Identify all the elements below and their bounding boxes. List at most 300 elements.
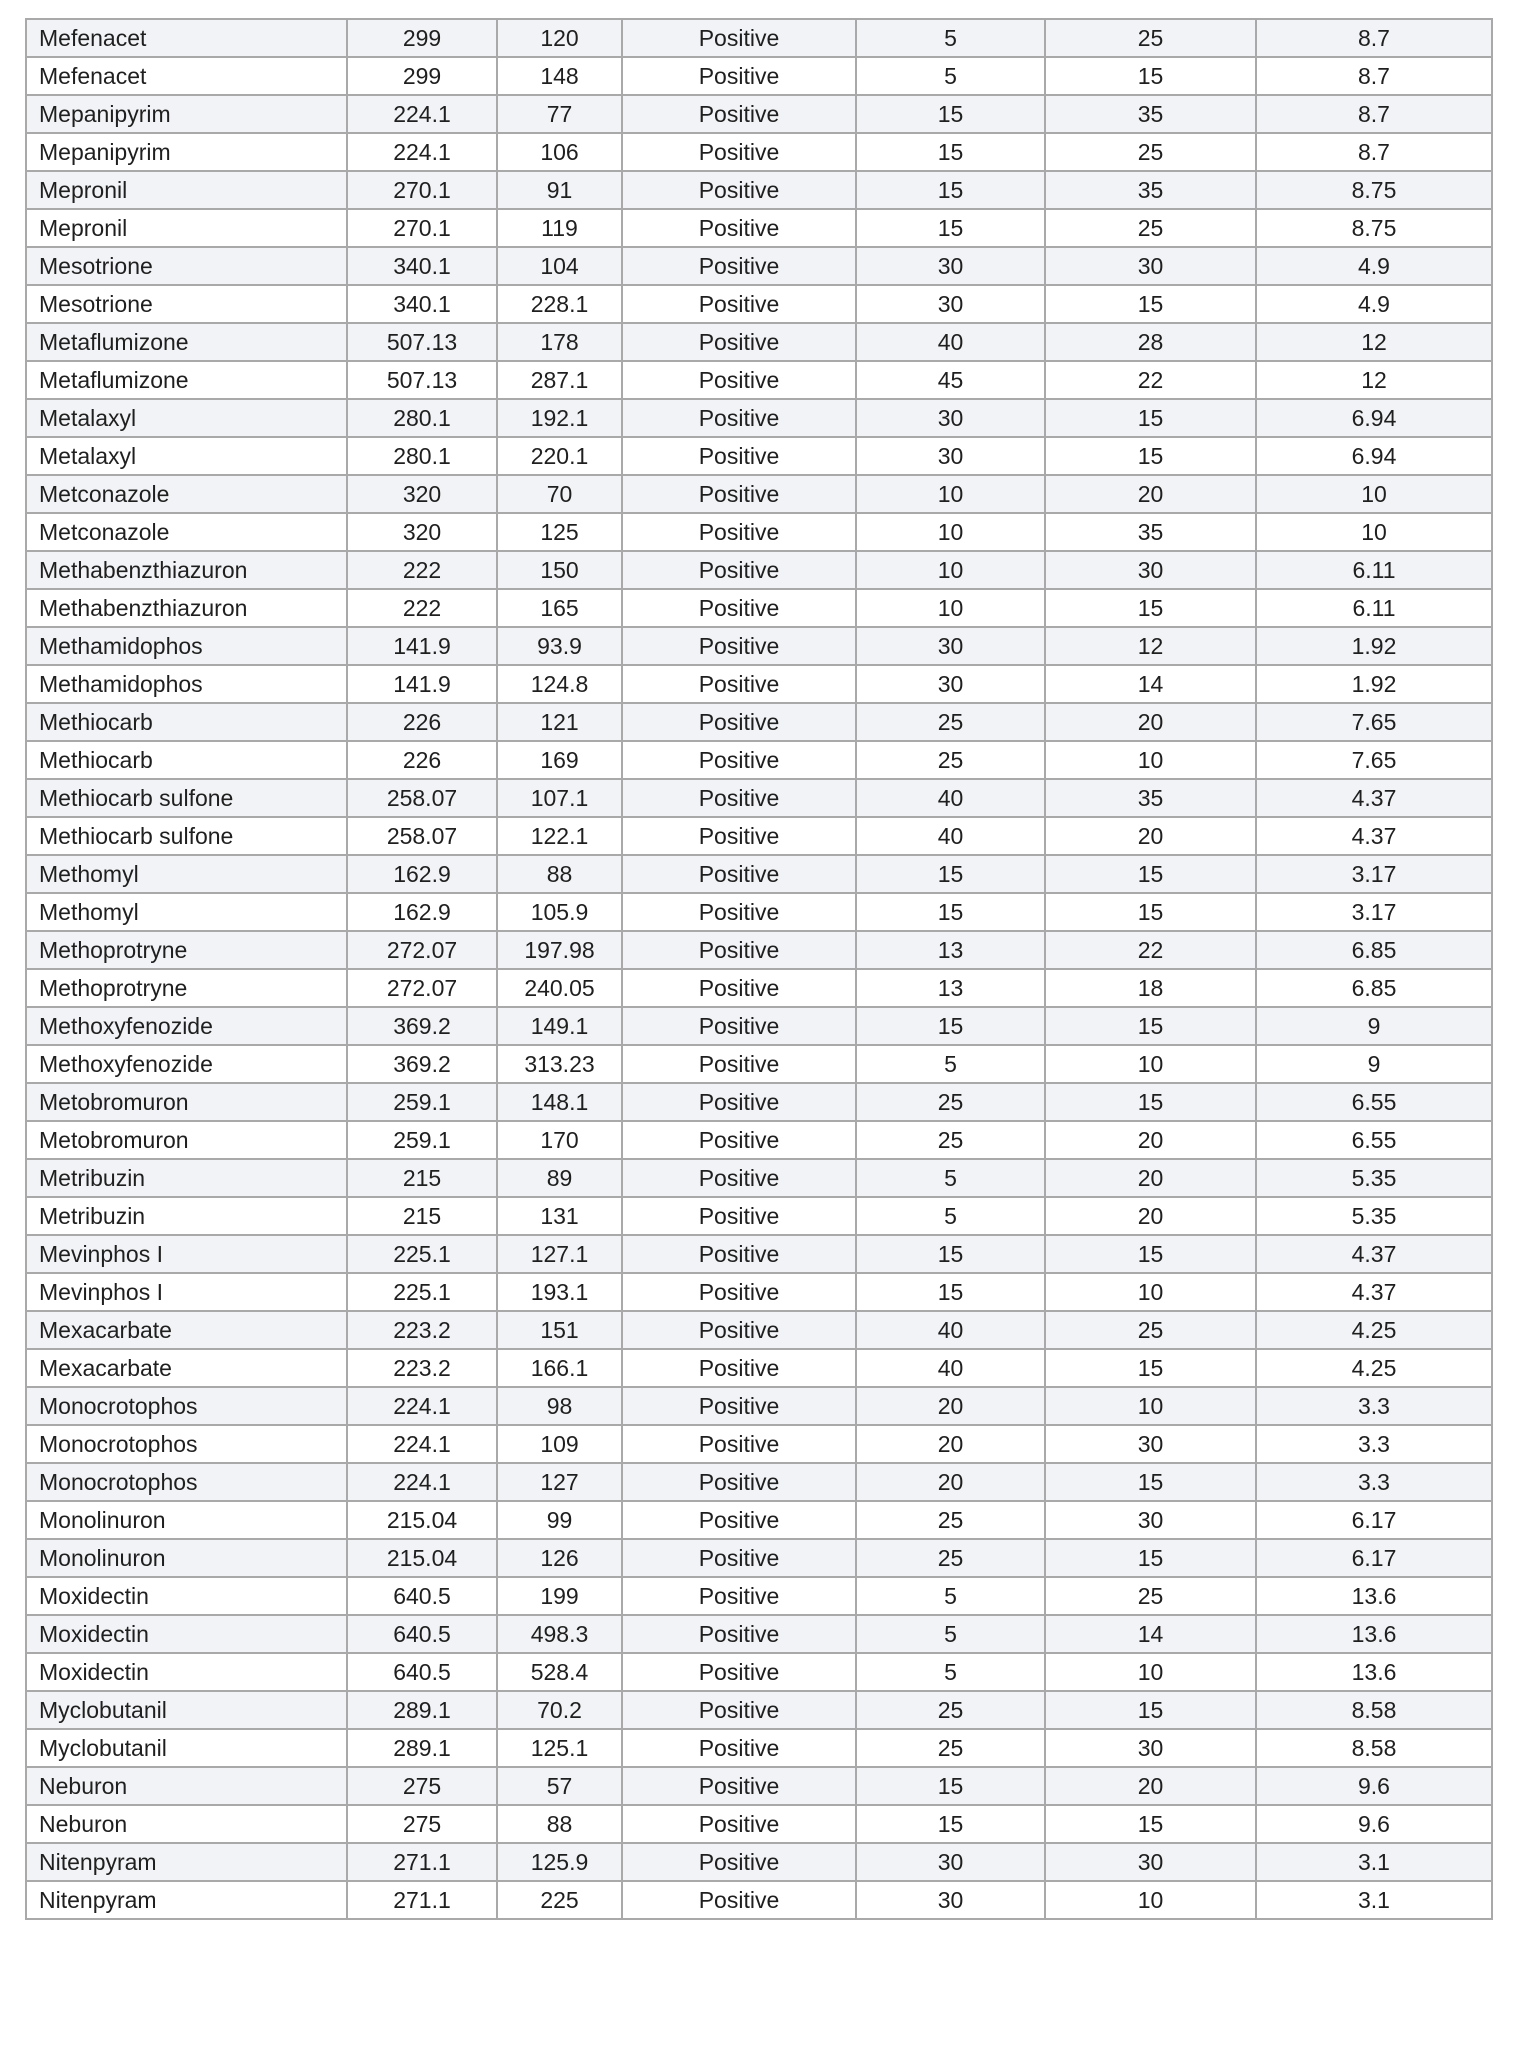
polarity-cell: Positive [622, 1653, 856, 1691]
product-ion-cell: 149.1 [497, 1007, 622, 1045]
product-ion-cell: 165 [497, 589, 622, 627]
table-body [26, 19, 1492, 1919]
fragmentor-cell: 30 [856, 665, 1045, 703]
precursor-ion-cell: 275 [347, 1805, 497, 1843]
polarity-cell: Positive [622, 513, 856, 551]
table-row [26, 1767, 1492, 1805]
precursor-ion-cell: 162.9 [347, 893, 497, 931]
fragmentor-cell: 30 [856, 399, 1045, 437]
compound-name-cell: Mepronil [26, 209, 347, 247]
precursor-ion-cell: 507.13 [347, 323, 497, 361]
fragmentor-cell: 25 [856, 1691, 1045, 1729]
product-ion-cell: 70 [497, 475, 622, 513]
polarity-cell: Positive [622, 855, 856, 893]
polarity-cell: Positive [622, 1425, 856, 1463]
table-row [26, 1273, 1492, 1311]
polarity-cell: Positive [622, 817, 856, 855]
precursor-ion-cell: 215.04 [347, 1539, 497, 1577]
precursor-ion-cell: 215 [347, 1197, 497, 1235]
table-row [26, 1235, 1492, 1273]
product-ion-cell: 88 [497, 1805, 622, 1843]
precursor-ion-cell: 340.1 [347, 247, 497, 285]
compound-name-cell: Monolinuron [26, 1539, 347, 1577]
precursor-ion-cell: 640.5 [347, 1577, 497, 1615]
table-row [26, 703, 1492, 741]
retention-time-cell: 9.6 [1256, 1805, 1492, 1843]
retention-time-cell: 5.35 [1256, 1159, 1492, 1197]
product-ion-cell: 240.05 [497, 969, 622, 1007]
precursor-ion-cell: 320 [347, 475, 497, 513]
polarity-cell: Positive [622, 1577, 856, 1615]
precursor-ion-cell: 640.5 [347, 1653, 497, 1691]
compound-name-cell: Methamidophos [26, 665, 347, 703]
table-row [26, 171, 1492, 209]
product-ion-cell: 170 [497, 1121, 622, 1159]
polarity-cell: Positive [622, 95, 856, 133]
precursor-ion-cell: 215.04 [347, 1501, 497, 1539]
precursor-ion-cell: 270.1 [347, 171, 497, 209]
table-row [26, 551, 1492, 589]
collision-energy-cell: 15 [1045, 1007, 1256, 1045]
fragmentor-cell: 40 [856, 817, 1045, 855]
retention-time-cell: 3.3 [1256, 1463, 1492, 1501]
fragmentor-cell: 5 [856, 1615, 1045, 1653]
fragmentor-cell: 13 [856, 931, 1045, 969]
precursor-ion-cell: 259.1 [347, 1083, 497, 1121]
polarity-cell: Positive [622, 1159, 856, 1197]
compound-name-cell: Methiocarb [26, 703, 347, 741]
retention-time-cell: 4.37 [1256, 817, 1492, 855]
polarity-cell: Positive [622, 475, 856, 513]
fragmentor-cell: 13 [856, 969, 1045, 1007]
polarity-cell: Positive [622, 1729, 856, 1767]
retention-time-cell: 3.17 [1256, 855, 1492, 893]
table-row [26, 855, 1492, 893]
polarity-cell: Positive [622, 323, 856, 361]
compound-name-cell: Methiocarb [26, 741, 347, 779]
polarity-cell: Positive [622, 209, 856, 247]
retention-time-cell: 1.92 [1256, 627, 1492, 665]
table-row [26, 779, 1492, 817]
compound-name-cell: Mesotrione [26, 247, 347, 285]
table-row [26, 475, 1492, 513]
collision-energy-cell: 22 [1045, 361, 1256, 399]
precursor-ion-cell: 271.1 [347, 1881, 497, 1919]
retention-time-cell: 7.65 [1256, 741, 1492, 779]
table-row [26, 1007, 1492, 1045]
fragmentor-cell: 15 [856, 171, 1045, 209]
collision-energy-cell: 20 [1045, 1197, 1256, 1235]
retention-time-cell: 6.11 [1256, 589, 1492, 627]
fragmentor-cell: 10 [856, 589, 1045, 627]
fragmentor-cell: 20 [856, 1425, 1045, 1463]
product-ion-cell: 498.3 [497, 1615, 622, 1653]
product-ion-cell: 105.9 [497, 893, 622, 931]
fragmentor-cell: 15 [856, 1235, 1045, 1273]
compound-name-cell: Methomyl [26, 855, 347, 893]
compound-name-cell: Neburon [26, 1805, 347, 1843]
polarity-cell: Positive [622, 399, 856, 437]
fragmentor-cell: 40 [856, 779, 1045, 817]
product-ion-cell: 131 [497, 1197, 622, 1235]
collision-energy-cell: 35 [1045, 171, 1256, 209]
table-row [26, 57, 1492, 95]
collision-energy-cell: 15 [1045, 1349, 1256, 1387]
compound-name-cell: Mepanipyrim [26, 95, 347, 133]
collision-energy-cell: 25 [1045, 19, 1256, 57]
precursor-ion-cell: 270.1 [347, 209, 497, 247]
polarity-cell: Positive [622, 1121, 856, 1159]
fragmentor-cell: 5 [856, 57, 1045, 95]
table-row [26, 361, 1492, 399]
compound-name-cell: Moxidectin [26, 1653, 347, 1691]
fragmentor-cell: 10 [856, 513, 1045, 551]
compound-name-cell: Methoxyfenozide [26, 1007, 347, 1045]
precursor-ion-cell: 272.07 [347, 969, 497, 1007]
polarity-cell: Positive [622, 1615, 856, 1653]
polarity-cell: Positive [622, 361, 856, 399]
polarity-cell: Positive [622, 551, 856, 589]
collision-energy-cell: 10 [1045, 1387, 1256, 1425]
fragmentor-cell: 45 [856, 361, 1045, 399]
product-ion-cell: 150 [497, 551, 622, 589]
precursor-ion-cell: 369.2 [347, 1045, 497, 1083]
retention-time-cell: 13.6 [1256, 1615, 1492, 1653]
product-ion-cell: 178 [497, 323, 622, 361]
precursor-ion-cell: 258.07 [347, 779, 497, 817]
precursor-ion-cell: 258.07 [347, 817, 497, 855]
table-row [26, 1501, 1492, 1539]
fragmentor-cell: 30 [856, 247, 1045, 285]
retention-time-cell: 8.58 [1256, 1729, 1492, 1767]
compound-name-cell: Mevinphos I [26, 1235, 347, 1273]
retention-time-cell: 12 [1256, 323, 1492, 361]
table-row [26, 893, 1492, 931]
collision-energy-cell: 35 [1045, 95, 1256, 133]
fragmentor-cell: 25 [856, 1501, 1045, 1539]
retention-time-cell: 13.6 [1256, 1577, 1492, 1615]
compound-name-cell: Methoprotryne [26, 969, 347, 1007]
fragmentor-cell: 10 [856, 475, 1045, 513]
table-row [26, 437, 1492, 475]
product-ion-cell: 287.1 [497, 361, 622, 399]
table-row [26, 95, 1492, 133]
product-ion-cell: 125.1 [497, 1729, 622, 1767]
table-row [26, 513, 1492, 551]
fragmentor-cell: 5 [856, 1045, 1045, 1083]
collision-energy-cell: 20 [1045, 1767, 1256, 1805]
compound-name-cell: Methoprotryne [26, 931, 347, 969]
compound-name-cell: Mefenacet [26, 19, 347, 57]
collision-energy-cell: 14 [1045, 1615, 1256, 1653]
product-ion-cell: 70.2 [497, 1691, 622, 1729]
retention-time-cell: 10 [1256, 475, 1492, 513]
collision-energy-cell: 15 [1045, 855, 1256, 893]
polarity-cell: Positive [622, 1273, 856, 1311]
collision-energy-cell: 15 [1045, 589, 1256, 627]
retention-time-cell: 8.7 [1256, 95, 1492, 133]
retention-time-cell: 5.35 [1256, 1197, 1492, 1235]
precursor-ion-cell: 259.1 [347, 1121, 497, 1159]
table-row [26, 589, 1492, 627]
fragmentor-cell: 20 [856, 1387, 1045, 1425]
collision-energy-cell: 25 [1045, 1311, 1256, 1349]
precursor-ion-cell: 141.9 [347, 627, 497, 665]
table-row [26, 741, 1492, 779]
fragmentor-cell: 5 [856, 1577, 1045, 1615]
collision-energy-cell: 15 [1045, 1805, 1256, 1843]
polarity-cell: Positive [622, 285, 856, 323]
fragmentor-cell: 5 [856, 1159, 1045, 1197]
collision-energy-cell: 18 [1045, 969, 1256, 1007]
compound-name-cell: Mexacarbate [26, 1349, 347, 1387]
retention-time-cell: 9.6 [1256, 1767, 1492, 1805]
precursor-ion-cell: 222 [347, 551, 497, 589]
table-row [26, 1577, 1492, 1615]
fragmentor-cell: 25 [856, 1729, 1045, 1767]
table-row [26, 1881, 1492, 1919]
table-row [26, 1691, 1492, 1729]
retention-time-cell: 4.25 [1256, 1349, 1492, 1387]
fragmentor-cell: 15 [856, 95, 1045, 133]
retention-time-cell: 6.17 [1256, 1539, 1492, 1577]
precursor-ion-cell: 162.9 [347, 855, 497, 893]
collision-energy-cell: 30 [1045, 1843, 1256, 1881]
compound-name-cell: Monocrotophos [26, 1463, 347, 1501]
compound-name-cell: Monocrotophos [26, 1387, 347, 1425]
product-ion-cell: 106 [497, 133, 622, 171]
retention-time-cell: 8.7 [1256, 19, 1492, 57]
compound-name-cell: Metconazole [26, 475, 347, 513]
compound-name-cell: Neburon [26, 1767, 347, 1805]
retention-time-cell: 13.6 [1256, 1653, 1492, 1691]
compound-name-cell: Methiocarb sulfone [26, 779, 347, 817]
precursor-ion-cell: 224.1 [347, 1387, 497, 1425]
precursor-ion-cell: 271.1 [347, 1843, 497, 1881]
polarity-cell: Positive [622, 133, 856, 171]
table-row [26, 1539, 1492, 1577]
collision-energy-cell: 15 [1045, 399, 1256, 437]
collision-energy-cell: 20 [1045, 817, 1256, 855]
product-ion-cell: 122.1 [497, 817, 622, 855]
table-row [26, 247, 1492, 285]
precursor-ion-cell: 299 [347, 19, 497, 57]
product-ion-cell: 99 [497, 1501, 622, 1539]
collision-energy-cell: 30 [1045, 247, 1256, 285]
compound-name-cell: Methamidophos [26, 627, 347, 665]
product-ion-cell: 119 [497, 209, 622, 247]
precursor-ion-cell: 222 [347, 589, 497, 627]
fragmentor-cell: 30 [856, 1881, 1045, 1919]
retention-time-cell: 4.9 [1256, 285, 1492, 323]
product-ion-cell: 104 [497, 247, 622, 285]
table-row [26, 969, 1492, 1007]
precursor-ion-cell: 224.1 [347, 1463, 497, 1501]
retention-time-cell: 10 [1256, 513, 1492, 551]
compound-name-cell: Mesotrione [26, 285, 347, 323]
polarity-cell: Positive [622, 665, 856, 703]
polarity-cell: Positive [622, 437, 856, 475]
product-ion-cell: 125.9 [497, 1843, 622, 1881]
product-ion-cell: 313.23 [497, 1045, 622, 1083]
precursor-ion-cell: 226 [347, 703, 497, 741]
retention-time-cell: 3.3 [1256, 1387, 1492, 1425]
retention-time-cell: 9 [1256, 1045, 1492, 1083]
product-ion-cell: 220.1 [497, 437, 622, 475]
product-ion-cell: 528.4 [497, 1653, 622, 1691]
product-ion-cell: 166.1 [497, 1349, 622, 1387]
collision-energy-cell: 10 [1045, 1273, 1256, 1311]
retention-time-cell: 6.11 [1256, 551, 1492, 589]
polarity-cell: Positive [622, 1083, 856, 1121]
retention-time-cell: 8.58 [1256, 1691, 1492, 1729]
product-ion-cell: 169 [497, 741, 622, 779]
fragmentor-cell: 15 [856, 1767, 1045, 1805]
table-row [26, 1159, 1492, 1197]
precursor-ion-cell: 272.07 [347, 931, 497, 969]
collision-energy-cell: 10 [1045, 741, 1256, 779]
product-ion-cell: 148.1 [497, 1083, 622, 1121]
compound-name-cell: Methabenzthiazuron [26, 551, 347, 589]
retention-time-cell: 1.92 [1256, 665, 1492, 703]
precursor-ion-cell: 299 [347, 57, 497, 95]
product-ion-cell: 125 [497, 513, 622, 551]
precursor-ion-cell: 640.5 [347, 1615, 497, 1653]
fragmentor-cell: 15 [856, 855, 1045, 893]
fragmentor-cell: 5 [856, 1197, 1045, 1235]
table-row [26, 1197, 1492, 1235]
fragmentor-cell: 15 [856, 893, 1045, 931]
retention-time-cell: 4.9 [1256, 247, 1492, 285]
precursor-ion-cell: 369.2 [347, 1007, 497, 1045]
table-row [26, 399, 1492, 437]
fragmentor-cell: 15 [856, 1007, 1045, 1045]
collision-energy-cell: 10 [1045, 1045, 1256, 1083]
fragmentor-cell: 10 [856, 551, 1045, 589]
table-row [26, 323, 1492, 361]
collision-energy-cell: 20 [1045, 475, 1256, 513]
product-ion-cell: 120 [497, 19, 622, 57]
collision-energy-cell: 35 [1045, 779, 1256, 817]
compound-name-cell: Metaflumizone [26, 361, 347, 399]
collision-energy-cell: 25 [1045, 209, 1256, 247]
fragmentor-cell: 25 [856, 1539, 1045, 1577]
retention-time-cell: 9 [1256, 1007, 1492, 1045]
fragmentor-cell: 30 [856, 285, 1045, 323]
compound-name-cell: Metaflumizone [26, 323, 347, 361]
product-ion-cell: 107.1 [497, 779, 622, 817]
compound-name-cell: Mevinphos I [26, 1273, 347, 1311]
retention-time-cell: 8.75 [1256, 209, 1492, 247]
compound-name-cell: Metobromuron [26, 1083, 347, 1121]
polarity-cell: Positive [622, 1463, 856, 1501]
table-row [26, 1083, 1492, 1121]
polarity-cell: Positive [622, 893, 856, 931]
retention-time-cell: 8.7 [1256, 133, 1492, 171]
table-row [26, 1387, 1492, 1425]
polarity-cell: Positive [622, 1843, 856, 1881]
collision-energy-cell: 20 [1045, 1121, 1256, 1159]
compound-name-cell: Metobromuron [26, 1121, 347, 1159]
fragmentor-cell: 20 [856, 1463, 1045, 1501]
collision-energy-cell: 15 [1045, 437, 1256, 475]
fragmentor-cell: 15 [856, 1273, 1045, 1311]
polarity-cell: Positive [622, 741, 856, 779]
retention-time-cell: 6.17 [1256, 1501, 1492, 1539]
precursor-ion-cell: 289.1 [347, 1729, 497, 1767]
product-ion-cell: 124.8 [497, 665, 622, 703]
retention-time-cell: 6.85 [1256, 931, 1492, 969]
collision-energy-cell: 22 [1045, 931, 1256, 969]
table-row [26, 1463, 1492, 1501]
data-table [25, 18, 1493, 1920]
compound-name-cell: Nitenpyram [26, 1843, 347, 1881]
product-ion-cell: 98 [497, 1387, 622, 1425]
polarity-cell: Positive [622, 1349, 856, 1387]
retention-time-cell: 6.85 [1256, 969, 1492, 1007]
retention-time-cell: 3.3 [1256, 1425, 1492, 1463]
precursor-ion-cell: 507.13 [347, 361, 497, 399]
collision-energy-cell: 25 [1045, 1577, 1256, 1615]
compound-name-cell: Metribuzin [26, 1159, 347, 1197]
collision-energy-cell: 15 [1045, 1463, 1256, 1501]
compound-name-cell: Metribuzin [26, 1197, 347, 1235]
retention-time-cell: 6.55 [1256, 1083, 1492, 1121]
compound-name-cell: Moxidectin [26, 1577, 347, 1615]
fragmentor-cell: 30 [856, 627, 1045, 665]
precursor-ion-cell: 320 [347, 513, 497, 551]
precursor-ion-cell: 224.1 [347, 1425, 497, 1463]
product-ion-cell: 127.1 [497, 1235, 622, 1273]
precursor-ion-cell: 224.1 [347, 133, 497, 171]
compound-name-cell: Methoxyfenozide [26, 1045, 347, 1083]
polarity-cell: Positive [622, 247, 856, 285]
compound-name-cell: Mepanipyrim [26, 133, 347, 171]
retention-time-cell: 3.1 [1256, 1843, 1492, 1881]
fragmentor-cell: 25 [856, 703, 1045, 741]
product-ion-cell: 192.1 [497, 399, 622, 437]
compound-name-cell: Methomyl [26, 893, 347, 931]
fragmentor-cell: 25 [856, 1083, 1045, 1121]
precursor-ion-cell: 141.9 [347, 665, 497, 703]
compound-name-cell: Mexacarbate [26, 1311, 347, 1349]
retention-time-cell: 6.55 [1256, 1121, 1492, 1159]
polarity-cell: Positive [622, 57, 856, 95]
polarity-cell: Positive [622, 1311, 856, 1349]
fragmentor-cell: 40 [856, 1349, 1045, 1387]
polarity-cell: Positive [622, 931, 856, 969]
product-ion-cell: 77 [497, 95, 622, 133]
collision-energy-cell: 20 [1045, 703, 1256, 741]
retention-time-cell: 4.37 [1256, 1273, 1492, 1311]
collision-energy-cell: 20 [1045, 1159, 1256, 1197]
product-ion-cell: 88 [497, 855, 622, 893]
product-ion-cell: 225 [497, 1881, 622, 1919]
fragmentor-cell: 15 [856, 1805, 1045, 1843]
collision-energy-cell: 14 [1045, 665, 1256, 703]
table-row [26, 817, 1492, 855]
product-ion-cell: 93.9 [497, 627, 622, 665]
polarity-cell: Positive [622, 627, 856, 665]
polarity-cell: Positive [622, 1501, 856, 1539]
compound-name-cell: Monocrotophos [26, 1425, 347, 1463]
compound-name-cell: Methabenzthiazuron [26, 589, 347, 627]
polarity-cell: Positive [622, 1881, 856, 1919]
precursor-ion-cell: 215 [347, 1159, 497, 1197]
polarity-cell: Positive [622, 19, 856, 57]
precursor-ion-cell: 226 [347, 741, 497, 779]
product-ion-cell: 89 [497, 1159, 622, 1197]
